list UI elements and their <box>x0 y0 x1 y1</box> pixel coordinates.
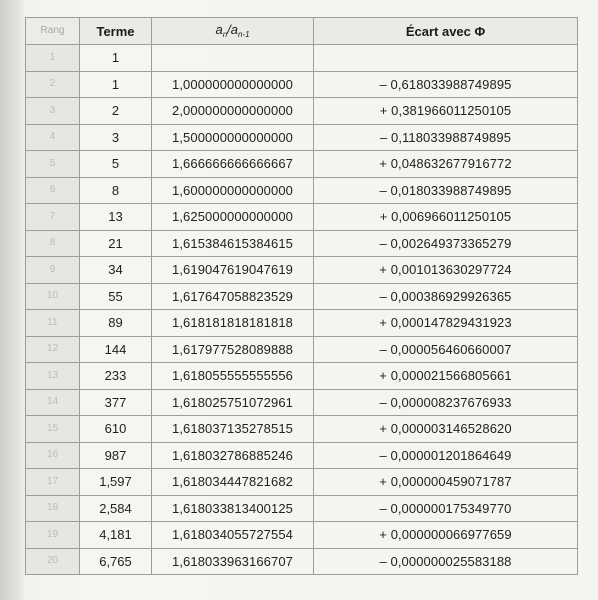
table-row <box>26 548 578 575</box>
table-row <box>26 124 578 151</box>
rang-cell: 19 <box>26 522 80 549</box>
terme-cell: 1,597 <box>80 469 152 496</box>
header-ratio-a: a <box>215 22 223 37</box>
ratio-cell: 1,618034447821682 <box>152 469 314 496</box>
table-row <box>26 442 578 469</box>
rang-cell: 12 <box>26 336 80 363</box>
terme-cell: 8 <box>80 177 152 204</box>
terme-cell: 34 <box>80 257 152 284</box>
header-rang: Rang <box>26 18 80 45</box>
ratio-cell: 1,500000000000000 <box>152 124 314 151</box>
terme-cell: 5 <box>80 151 152 178</box>
table-row <box>26 363 578 390</box>
table-row <box>26 469 578 496</box>
rang-cell: 9 <box>26 257 80 284</box>
ratio-cell: 1,618037135278515 <box>152 416 314 443</box>
ratio-cell: 1,615384615384615 <box>152 230 314 257</box>
ecart-cell: + 0,000000459071787 <box>314 469 578 496</box>
rang-cell: 20 <box>26 548 80 575</box>
table-header-row <box>26 18 578 45</box>
terme-cell: 1 <box>80 45 152 72</box>
ecart-cell: + 0,000147829431923 <box>314 310 578 337</box>
ecart-cell: + 0,048632677916772 <box>314 151 578 178</box>
rang-cell: 2 <box>26 71 80 98</box>
terme-cell: 610 <box>80 416 152 443</box>
rang-cell: 15 <box>26 416 80 443</box>
page-gutter-shadow <box>0 0 26 600</box>
table-row <box>26 177 578 204</box>
table-row <box>26 71 578 98</box>
table-body <box>26 45 578 575</box>
rang-cell: 14 <box>26 389 80 416</box>
terme-cell: 987 <box>80 442 152 469</box>
ratio-cell: 2,000000000000000 <box>152 98 314 125</box>
rang-cell: 18 <box>26 495 80 522</box>
rang-cell: 10 <box>26 283 80 310</box>
ratio-cell: 1,617647058823529 <box>152 283 314 310</box>
header-ratio <box>152 18 314 45</box>
rang-cell: 13 <box>26 363 80 390</box>
terme-cell: 4,181 <box>80 522 152 549</box>
ecart-cell: + 0,381966011250105 <box>314 98 578 125</box>
header-ecart: Écart avec Φ <box>314 18 578 45</box>
ratio-cell: 1,618033963166707 <box>152 548 314 575</box>
terme-cell: 55 <box>80 283 152 310</box>
rang-cell: 8 <box>26 230 80 257</box>
ratio-cell: 1,618025751072961 <box>152 389 314 416</box>
table-row <box>26 336 578 363</box>
table-row <box>26 389 578 416</box>
header-ratio-n1: n-1 <box>237 30 250 39</box>
terme-cell: 2 <box>80 98 152 125</box>
table-row <box>26 98 578 125</box>
table-row <box>26 45 578 72</box>
ecart-cell: – 0,018033988749895 <box>314 177 578 204</box>
ecart-cell: + 0,000021566805661 <box>314 363 578 390</box>
ratio-cell: 1,625000000000000 <box>152 204 314 231</box>
ecart-cell: – 0,000001201864649 <box>314 442 578 469</box>
ecart-cell: + 0,000000066977659 <box>314 522 578 549</box>
rang-cell: 6 <box>26 177 80 204</box>
table-row <box>26 522 578 549</box>
rang-cell: 7 <box>26 204 80 231</box>
ecart-cell: – 0,618033988749895 <box>314 71 578 98</box>
ecart-cell: + 0,000003146528620 <box>314 416 578 443</box>
ratio-cell: 1,600000000000000 <box>152 177 314 204</box>
ecart-cell: + 0,006966011250105 <box>314 204 578 231</box>
ecart-cell: – 0,000000175349770 <box>314 495 578 522</box>
ratio-cell: 1,618032786885246 <box>152 442 314 469</box>
ecart-cell: – 0,002649373365279 <box>314 230 578 257</box>
ratio-cell: 1,618033813400125 <box>152 495 314 522</box>
header-ratio-n: n <box>222 30 228 39</box>
header-terme: Terme <box>80 18 152 45</box>
terme-cell: 21 <box>80 230 152 257</box>
rang-cell: 3 <box>26 98 80 125</box>
rang-cell: 17 <box>26 469 80 496</box>
ecart-cell <box>314 45 578 72</box>
terme-cell: 233 <box>80 363 152 390</box>
ratio-cell: 1,618034055727554 <box>152 522 314 549</box>
rang-cell: 5 <box>26 151 80 178</box>
ratio-cell: 1,617977528089888 <box>152 336 314 363</box>
ecart-cell: – 0,000386929926365 <box>314 283 578 310</box>
terme-cell: 6,765 <box>80 548 152 575</box>
rang-cell: 4 <box>26 124 80 151</box>
table-row <box>26 495 578 522</box>
table-row <box>26 416 578 443</box>
terme-cell: 89 <box>80 310 152 337</box>
ecart-cell: – 0,000056460660007 <box>314 336 578 363</box>
header-ratio-slash: /a <box>227 22 238 37</box>
fibonacci-table <box>25 17 578 575</box>
ratio-cell: 1,618181818181818 <box>152 310 314 337</box>
ecart-cell: – 0,118033988749895 <box>314 124 578 151</box>
ratio-cell: 1,618055555555556 <box>152 363 314 390</box>
rang-cell: 1 <box>26 45 80 72</box>
terme-cell: 1 <box>80 71 152 98</box>
ecart-cell: – 0,000008237676933 <box>314 389 578 416</box>
ecart-cell: – 0,000000025583188 <box>314 548 578 575</box>
terme-cell: 377 <box>80 389 152 416</box>
ratio-cell: 1,619047619047619 <box>152 257 314 284</box>
rang-cell: 16 <box>26 442 80 469</box>
table-row <box>26 283 578 310</box>
rang-cell: 11 <box>26 310 80 337</box>
ecart-cell: + 0,001013630297724 <box>314 257 578 284</box>
table-row <box>26 257 578 284</box>
table-row <box>26 151 578 178</box>
table-row <box>26 230 578 257</box>
terme-cell: 13 <box>80 204 152 231</box>
ratio-cell <box>152 45 314 72</box>
terme-cell: 144 <box>80 336 152 363</box>
terme-cell: 2,584 <box>80 495 152 522</box>
ratio-cell: 1,000000000000000 <box>152 71 314 98</box>
terme-cell: 3 <box>80 124 152 151</box>
table-row <box>26 204 578 231</box>
table-row <box>26 310 578 337</box>
ratio-cell: 1,666666666666667 <box>152 151 314 178</box>
